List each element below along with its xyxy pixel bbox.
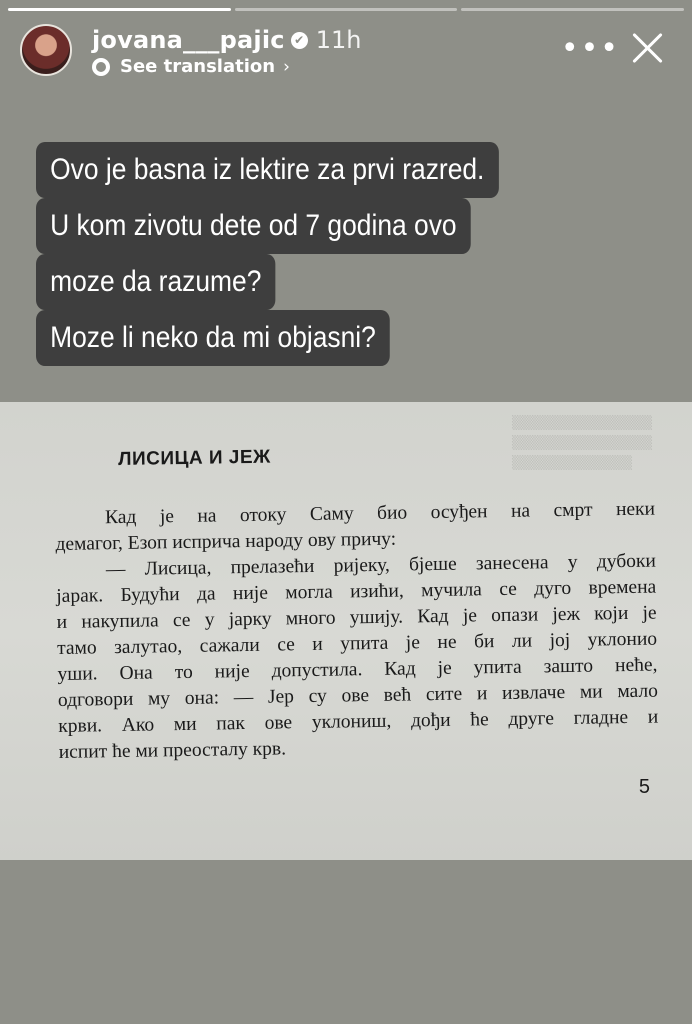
story-progress-bar: [8, 8, 684, 11]
caption-line: moze da razume?: [36, 254, 275, 310]
fable-line: и накупила се у јарку много ушију. Кад је опази јеж који је: [56, 602, 657, 633]
book-page-photo: [0, 402, 692, 860]
fable-title: ЛИСИЦА И ЈЕЖ: [117, 446, 271, 470]
fable-text: [55, 497, 659, 766]
fable-line: јарак. Будући да није могла изићи, мучила се дуго времена: [56, 576, 657, 607]
fable-line: тамо залутао, сажали се и упита је не би ли јој уклонио: [56, 628, 658, 659]
progress-segment: [235, 8, 458, 11]
chevron-right-icon: ›: [283, 56, 290, 77]
translate-icon: [92, 58, 110, 76]
caption-line: Moze li neko da mi objasni?: [36, 310, 390, 366]
close-icon[interactable]: [628, 28, 668, 68]
progress-segment: [8, 8, 231, 11]
more-options-icon[interactable]: •••: [560, 31, 620, 66]
book-page: [54, 441, 659, 766]
fable-line: крви. Ако ми пак ове уклониш, дођи ће друге гладне и: [58, 706, 659, 737]
fable-line: одговори му она: — Јер су ове већ сите и извлаче ми мало: [57, 680, 659, 711]
fable-line: уши. Она то није допустила. Кад је упита зашто неће,: [57, 654, 658, 685]
fable-line: испит ће ми преосталу крв.: [58, 738, 287, 763]
caption-line: U kom zivotu dete od 7 godina ovo: [36, 198, 471, 254]
bleed-through-texture: ▒▒▒▒▒▒▒▒▒▒▒▒▒▒ ▒▒▒▒▒▒▒▒▒▒▒▒▒▒ ▒▒▒▒▒▒▒▒▒▒▒▒: [512, 416, 652, 471]
progress-segment: [461, 8, 684, 11]
story-header: [20, 22, 678, 82]
see-translation-button[interactable]: [92, 56, 290, 77]
caption-line: Ovo je basna iz lektire za prvi razred.: [36, 142, 498, 198]
story-caption: [36, 142, 562, 366]
fable-line: Кад је на отоку Саму био осуђен на смрт неки: [104, 498, 656, 529]
avatar[interactable]: [20, 24, 72, 76]
username-row: [92, 26, 361, 54]
fable-line: демагог, Езоп исприча народу ову причу:: [55, 528, 397, 555]
page-number: 5: [638, 776, 650, 798]
post-time: 11h: [315, 26, 362, 54]
username[interactable]: jovana___pajic: [92, 26, 285, 54]
fable-line: — Лисица, прелазећи ријеку, бјеше занесена у дубоки: [105, 550, 656, 581]
verified-badge-icon: ✔: [291, 32, 308, 49]
see-translation-label: See translation: [120, 56, 276, 77]
